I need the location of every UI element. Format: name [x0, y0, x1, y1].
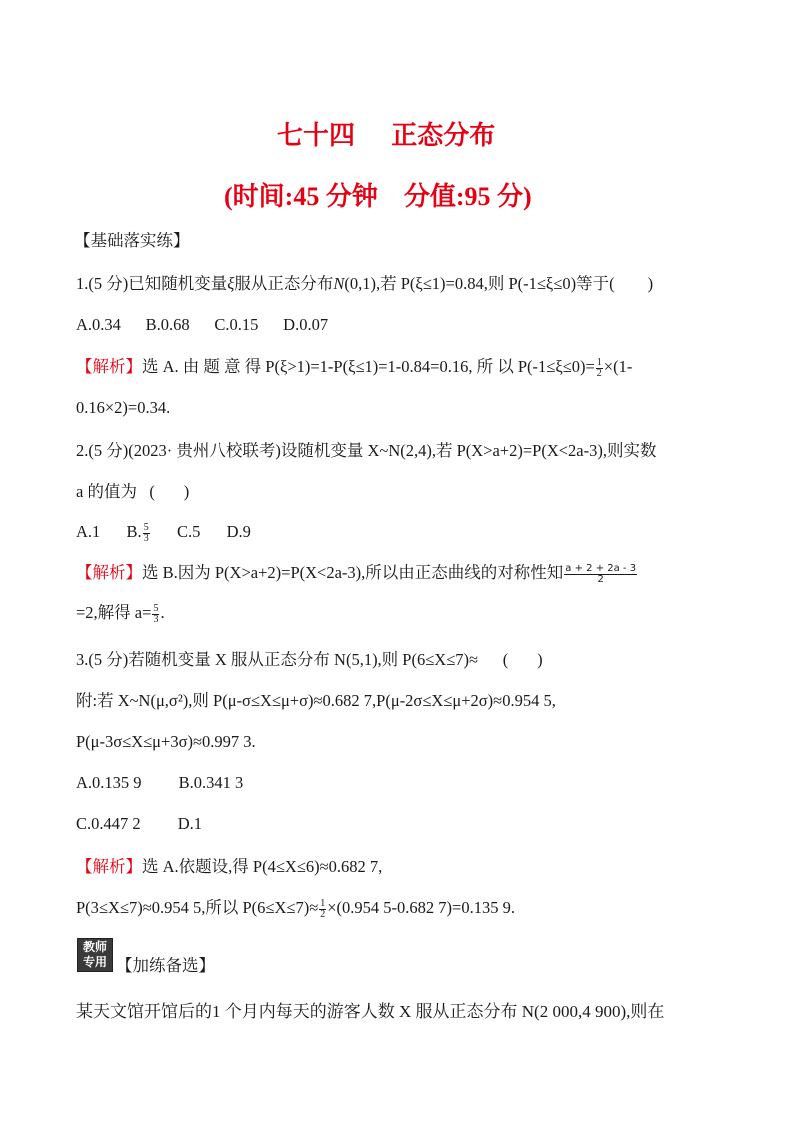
badge-line-2: 专用 [82, 955, 107, 969]
frac-den: 2 [320, 908, 326, 920]
teacher-only-badge [77, 938, 113, 972]
page-title: 七十四 正态分布 [277, 121, 496, 151]
q1-dist: N [333, 274, 345, 293]
question-1-stem [76, 274, 653, 294]
question-3-stem: 3.(5 分)若随机变量 X 服从正态分布 N(5,1),则 P(6≤X≤7)≈ ( ) [76, 650, 543, 669]
section-heading-basic: 【基础落实练】 [74, 231, 190, 250]
fraction-five-thirds [152, 604, 159, 625]
q2-analysis-end: . [160, 603, 165, 622]
analysis-tag: 【解析】 [76, 563, 142, 582]
question-2-stem: 2.(5 分)(2023· 贵州八校联考)设随机变量 X~N(2,4),若 P(X>a+2)=P(X<2a-3),则实数 [76, 441, 657, 460]
frac-den: 3 [143, 532, 149, 544]
q2-analysis-result: =2,解得 a= [76, 603, 152, 622]
frac-num: 1 [320, 897, 326, 909]
question-3-note-cont: P(μ-3σ≤X≤μ+3σ)≈0.997 3. [76, 732, 256, 751]
question-2-analysis [76, 563, 638, 585]
analysis-tag: 【解析】 [76, 857, 142, 876]
extra-question-stem: 某天文馆开馆后的1 个月内每天的游客人数 X 服从正态分布 N(2 000,4 900),则在 [76, 1002, 665, 1021]
page-subtitle: (时间:45 分钟 分值:95 分) [224, 182, 532, 211]
question-2-stem-cont: a 的值为 ( ) [76, 482, 190, 501]
fraction-one-half [319, 899, 326, 920]
q1-stem-mid: 服从正态分布 [234, 274, 334, 293]
question-1-analysis [76, 357, 632, 379]
badge-line-1: 教师 [82, 940, 107, 954]
q3-analysis-text: 选 A.依题设,得 P(4≤X≤6)≈0.682 7, [142, 857, 383, 876]
frac-num: 5 [143, 521, 149, 533]
question-1-options: A.0.34 B.0.68 C.0.15 D.0.07 [76, 315, 329, 334]
question-3-options-row1: A.0.135 9 B.0.341 3 [76, 773, 244, 792]
fraction-one-half [596, 358, 603, 379]
question-3-options-row2: C.0.447 2 D.1 [76, 814, 203, 833]
frac-num: a + 2 + 2a - 3 [565, 562, 637, 574]
frac-den: 2 [597, 573, 604, 585]
section-heading-extra: 【加练备选】 [116, 956, 215, 975]
q1-stem-pre: 1.(5 分)已知随机变量 [76, 274, 228, 293]
analysis-tag: 【解析】 [76, 357, 142, 376]
question-1-analysis-cont: 0.16×2)=0.34. [76, 398, 171, 417]
q2-option-b: B. [126, 522, 142, 541]
question-2-options [76, 522, 251, 544]
q3-analysis-result: ×(0.954 5-0.682 7)=0.135 9. [327, 898, 515, 917]
frac-den: 2 [596, 367, 602, 379]
frac-den: 3 [153, 613, 159, 625]
question-3-analysis [76, 857, 382, 877]
fraction-five-thirds [143, 523, 150, 544]
q2-option-a: A.1 [76, 522, 101, 541]
question-3-note: 附:若 X~N(μ,σ²),则 P(μ-σ≤X≤μ+σ)≈0.682 7,P(μ-2σ≤X≤μ+2σ)≈0.954 5, [76, 691, 556, 710]
q2-option-d: D.9 [226, 522, 251, 541]
q1-stem-post: (0,1),若 P(ξ≤1)=0.84,则 P(-1≤ξ≤0)等于( ) [344, 274, 654, 293]
question-2-analysis-cont [76, 603, 165, 625]
q1-analysis-tail: ×(1- [603, 357, 633, 376]
question-3-analysis-cont [76, 898, 515, 920]
q1-analysis-text: 选 A. 由 题 意 得 P(ξ>1)=1-P(ξ≤1)=1-0.84=0.16, 所 以 P(-1≤ξ≤0)= [142, 357, 595, 376]
q3-analysis-calc: P(3≤X≤7)≈0.954 5,所以 P(6≤X≤7)≈ [76, 898, 319, 917]
frac-num: 1 [596, 356, 602, 368]
fraction-symmetry [564, 564, 637, 585]
q1-var: ξ [227, 274, 235, 293]
q2-analysis-text: 选 B.因为 P(X>a+2)=P(X<2a-3),所以由正态曲线的对称性知 [142, 563, 564, 582]
frac-num: 5 [153, 602, 159, 614]
q2-option-c: C.5 [176, 522, 201, 541]
